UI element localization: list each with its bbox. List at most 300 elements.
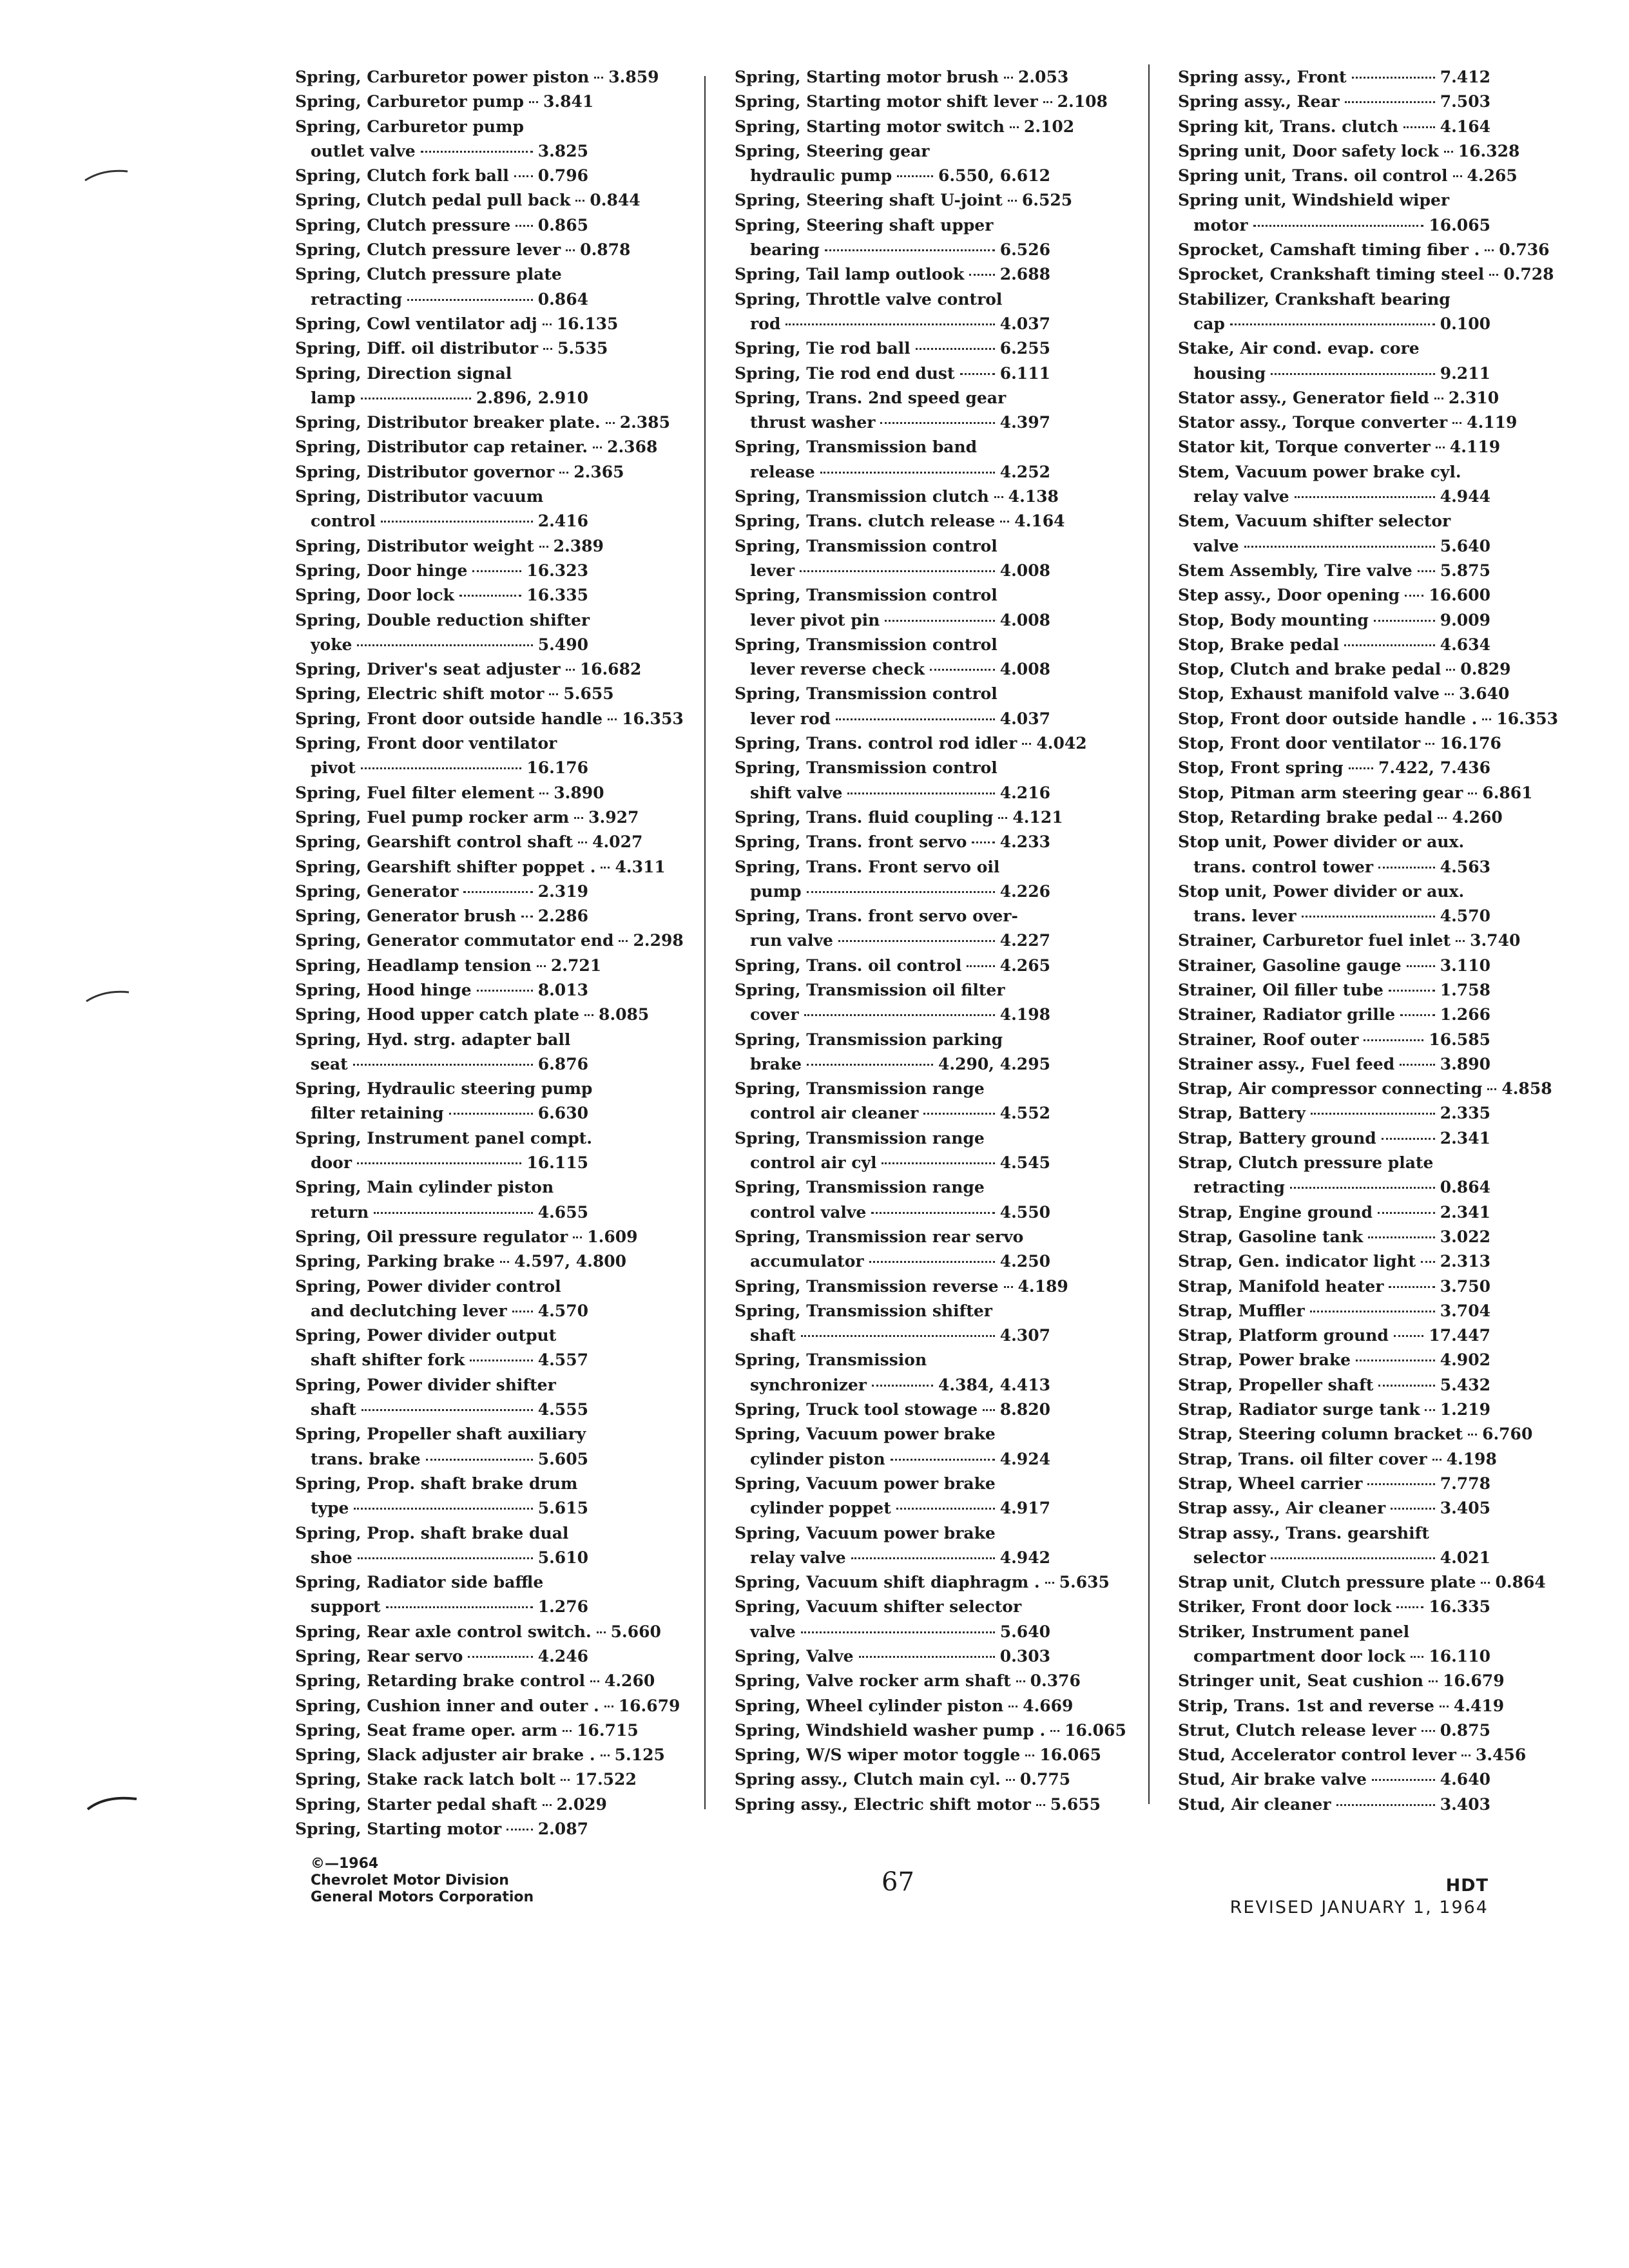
index-entry bbox=[295, 240, 631, 265]
dot-leader bbox=[1444, 151, 1453, 153]
index-entry bbox=[295, 882, 588, 907]
index-entry bbox=[295, 807, 639, 832]
dot-leader bbox=[1050, 1730, 1059, 1732]
dot-leader bbox=[825, 249, 995, 251]
entry-reference-number: 4.216 bbox=[999, 783, 1050, 802]
dot-leader bbox=[1000, 521, 1009, 523]
dot-leader bbox=[594, 77, 603, 79]
entry-line bbox=[1178, 92, 1490, 117]
index-entry bbox=[735, 537, 1050, 586]
entry-reference-number: 3.740 bbox=[1470, 931, 1521, 950]
entry-line bbox=[735, 68, 1069, 92]
entry-part-name: Stem, Vacuum shifter selector bbox=[1178, 512, 1451, 531]
entry-reference-number: 4.545 bbox=[999, 1153, 1050, 1173]
entry-line bbox=[1178, 413, 1518, 437]
dot-leader bbox=[463, 891, 532, 893]
entry-continuation-line bbox=[295, 758, 588, 783]
entry-reference-number: 4.121 bbox=[1012, 807, 1063, 827]
entry-line bbox=[735, 1129, 1050, 1153]
entry-part-name: Strap, Engine ground bbox=[1178, 1202, 1373, 1222]
entry-reference-number: 6.526 bbox=[999, 240, 1050, 260]
index-entry bbox=[735, 1745, 1102, 1770]
entry-continuation-line bbox=[735, 413, 1050, 437]
dot-leader bbox=[1456, 940, 1465, 942]
index-entry bbox=[735, 1227, 1050, 1277]
dot-leader bbox=[838, 940, 995, 942]
index-entry bbox=[295, 487, 588, 537]
index-entry bbox=[295, 783, 604, 808]
entry-line bbox=[295, 1573, 588, 1597]
entry-reference-number: 3.704 bbox=[1440, 1301, 1490, 1320]
entry-line bbox=[295, 1178, 588, 1202]
index-entry bbox=[1178, 1721, 1490, 1745]
entry-line bbox=[1178, 1326, 1490, 1350]
index-entry bbox=[1178, 561, 1490, 586]
entry-reference-number: 0.376 bbox=[1030, 1671, 1081, 1691]
dot-leader bbox=[1311, 1113, 1435, 1115]
entry-line bbox=[735, 1720, 1126, 1745]
index-entry bbox=[295, 1277, 588, 1327]
index-entry bbox=[1178, 758, 1490, 783]
entry-reference-number: 4.042 bbox=[1036, 734, 1087, 753]
entry-line bbox=[1178, 956, 1490, 981]
index-entry bbox=[295, 611, 588, 660]
entry-line bbox=[1178, 586, 1490, 610]
dot-leader bbox=[357, 644, 532, 646]
entry-reference-number: 16.682 bbox=[579, 660, 642, 679]
index-entry bbox=[1178, 413, 1518, 437]
entry-reference-number: 16.328 bbox=[1458, 141, 1520, 160]
entry-part-name: Spring, Generator commutator end bbox=[295, 931, 614, 950]
entry-continuation-line bbox=[735, 1622, 1050, 1647]
entry-part-name: retracting bbox=[311, 289, 402, 309]
entry-reference-number: 16.715 bbox=[577, 1720, 639, 1740]
entry-reference-number: 5.125 bbox=[614, 1745, 665, 1765]
index-entry bbox=[295, 561, 588, 586]
entry-part-name: Spring, Rear axle control switch. bbox=[295, 1622, 592, 1641]
entry-part-name: and declutching lever bbox=[311, 1301, 507, 1320]
dot-leader bbox=[897, 175, 933, 177]
entry-part-name: Strip, Trans. 1st and reverse bbox=[1178, 1696, 1434, 1715]
dot-leader bbox=[539, 546, 548, 548]
entry-part-name: control air cleaner bbox=[750, 1104, 919, 1123]
entry-line bbox=[1178, 709, 1559, 734]
dot-leader bbox=[584, 1014, 593, 1016]
entry-reference-number: 4.226 bbox=[999, 881, 1050, 901]
entry-part-name: cover bbox=[750, 1005, 799, 1024]
entry-part-name: Spring assy., Front bbox=[1178, 68, 1347, 86]
entry-part-name: Stop, Clutch and brake pedal bbox=[1178, 660, 1441, 679]
index-entry bbox=[1178, 1129, 1490, 1153]
entry-part-name: Strap, Gen. indicator light bbox=[1178, 1252, 1416, 1271]
index-entry bbox=[735, 1302, 1050, 1351]
entry-reference-number: 16.110 bbox=[1429, 1647, 1490, 1666]
entry-part-name: Spring, Trans. front servo over- bbox=[735, 907, 1018, 926]
dot-leader bbox=[1378, 1212, 1435, 1214]
entry-part-name: Spring, Main cylinder piston bbox=[295, 1178, 554, 1197]
entry-continuation-line bbox=[735, 709, 1050, 734]
entry-line bbox=[1178, 166, 1518, 191]
entry-reference-number: 2.416 bbox=[537, 512, 588, 531]
entry-reference-number: 16.600 bbox=[1429, 586, 1490, 605]
entry-part-name: Spring, Vacuum shifter selector bbox=[735, 1597, 1022, 1617]
dot-leader bbox=[470, 1360, 532, 1361]
index-entry bbox=[735, 389, 1050, 438]
dot-leader bbox=[1468, 793, 1477, 794]
entry-line bbox=[735, 635, 1050, 660]
dot-leader bbox=[606, 422, 615, 424]
entry-part-name: Spring, Radiator side baffle bbox=[295, 1573, 544, 1592]
index-entry bbox=[295, 956, 602, 981]
index-entry bbox=[1178, 1005, 1490, 1030]
index-column-3 bbox=[1178, 68, 1559, 1820]
index-entry bbox=[1178, 1350, 1490, 1375]
entry-part-name: trans. control tower bbox=[1193, 857, 1374, 876]
entry-line bbox=[295, 1030, 588, 1055]
index-entry bbox=[295, 265, 588, 314]
index-entry bbox=[735, 1350, 1050, 1400]
entry-part-name: lever reverse check bbox=[750, 660, 925, 679]
entry-part-name: Spring, Distributor governor bbox=[295, 462, 555, 481]
entry-line bbox=[735, 1079, 1050, 1104]
entry-reference-number: 2.368 bbox=[607, 437, 658, 457]
dot-leader bbox=[543, 1804, 552, 1806]
entry-part-name: Spring, Starting motor switch bbox=[735, 117, 1005, 136]
entry-reference-number: 2.310 bbox=[1448, 388, 1499, 407]
entry-line bbox=[295, 462, 624, 487]
entry-continuation-line bbox=[735, 611, 1050, 635]
revision-date: REVISED JANUARY 1, 1964 bbox=[1229, 1898, 1489, 1917]
entry-line bbox=[735, 807, 1063, 832]
entry-reference-number: 4.265 bbox=[1467, 166, 1518, 186]
dot-leader bbox=[1378, 1385, 1434, 1387]
index-entry bbox=[735, 1425, 1050, 1474]
entry-reference-number: 4.902 bbox=[1440, 1350, 1490, 1370]
entry-part-name: Spring assy., Rear bbox=[1178, 92, 1340, 111]
entry-part-name: Spring, Valve bbox=[735, 1647, 854, 1666]
entry-part-name: control bbox=[311, 512, 376, 531]
entry-reference-number: 2.102 bbox=[1023, 117, 1075, 136]
entry-reference-number: 2.721 bbox=[550, 956, 602, 975]
entry-part-name: Spring, Valve rocker arm shaft bbox=[735, 1671, 1011, 1691]
dot-leader bbox=[1429, 1680, 1438, 1682]
entry-reference-number: 5.640 bbox=[999, 1622, 1050, 1641]
dot-leader bbox=[604, 1706, 613, 1707]
index-entry bbox=[295, 1524, 588, 1573]
dot-leader bbox=[1489, 274, 1498, 276]
entry-reference-number: 5.875 bbox=[1440, 561, 1490, 580]
index-entry bbox=[295, 1079, 593, 1129]
entry-part-name: Strap, Wheel carrier bbox=[1178, 1474, 1363, 1493]
entry-line bbox=[735, 1671, 1081, 1696]
entry-part-name: Spring unit, Windshield wiper bbox=[1178, 191, 1450, 210]
entry-part-name: Spring, Starting motor bbox=[295, 1820, 502, 1839]
entry-part-name: Spring unit, Trans. oil control bbox=[1178, 166, 1448, 186]
entry-line bbox=[735, 1425, 1050, 1449]
entry-reference-number: 4.265 bbox=[999, 956, 1050, 975]
entry-reference-number: 2.365 bbox=[574, 462, 624, 481]
dot-leader bbox=[386, 1606, 533, 1608]
entry-continuation-line bbox=[735, 1055, 1050, 1079]
entry-part-name: Spring, Direction signal bbox=[295, 363, 512, 383]
dot-leader bbox=[426, 1459, 533, 1461]
dot-leader bbox=[459, 595, 521, 597]
entry-part-name: cap bbox=[1193, 314, 1225, 333]
entry-line bbox=[735, 265, 1050, 289]
entry-line bbox=[735, 1770, 1071, 1794]
dot-leader bbox=[421, 151, 533, 153]
entry-line bbox=[295, 1622, 661, 1647]
entry-line bbox=[295, 931, 684, 956]
entry-line bbox=[1178, 981, 1490, 1005]
dot-leader bbox=[882, 1162, 994, 1164]
index-entry bbox=[735, 684, 1050, 734]
index-entry bbox=[735, 832, 1050, 857]
entry-part-name: Spring, Prop. shaft brake dual bbox=[295, 1523, 569, 1542]
index-entry bbox=[295, 1622, 661, 1647]
entry-line bbox=[735, 1696, 1074, 1721]
entry-reference-number: 16.065 bbox=[1065, 1720, 1126, 1740]
entry-continuation-line bbox=[1178, 907, 1490, 931]
entry-line bbox=[735, 1276, 1068, 1302]
entry-continuation-line bbox=[295, 1350, 588, 1375]
index-entry bbox=[295, 1820, 588, 1844]
index-entry bbox=[735, 1671, 1081, 1696]
entry-line bbox=[295, 783, 604, 808]
entry-part-name: Stem, Vacuum power brake cyl. bbox=[1178, 462, 1461, 481]
index-entry bbox=[1178, 339, 1490, 389]
entry-line bbox=[1178, 1153, 1490, 1178]
entry-reference-number: 16.135 bbox=[556, 314, 619, 333]
dot-leader bbox=[500, 1261, 509, 1263]
index-entry bbox=[295, 536, 604, 561]
entry-part-name: Spring, Clutch pressure bbox=[295, 215, 511, 235]
index-entry bbox=[1178, 1376, 1490, 1400]
index-entry bbox=[1178, 166, 1518, 191]
entry-line bbox=[295, 240, 631, 265]
dot-leader bbox=[1036, 1804, 1045, 1806]
dot-leader bbox=[601, 867, 610, 869]
entry-continuation-line bbox=[735, 463, 1050, 487]
entry-reference-number: 5.660 bbox=[610, 1622, 661, 1641]
dot-leader bbox=[477, 990, 533, 992]
entry-line bbox=[295, 1745, 665, 1770]
entry-line bbox=[1178, 265, 1554, 289]
entry-part-name: Spring, Electric shift motor bbox=[295, 684, 545, 704]
entry-reference-number: 4.917 bbox=[999, 1499, 1050, 1518]
index-entry bbox=[735, 142, 1050, 191]
entry-reference-number: 4.634 bbox=[1440, 635, 1490, 654]
entry-part-name: Spring, Vacuum power brake bbox=[735, 1425, 996, 1444]
entry-line bbox=[1178, 807, 1503, 832]
dot-leader bbox=[859, 1656, 995, 1658]
index-entry bbox=[735, 956, 1050, 981]
entry-reference-number: 6.550, 6.612 bbox=[938, 166, 1050, 186]
entry-line bbox=[1178, 388, 1499, 413]
entry-line bbox=[1178, 1400, 1490, 1425]
entry-line bbox=[295, 734, 588, 758]
entry-part-name: Strap, Battery ground bbox=[1178, 1128, 1376, 1148]
entry-line bbox=[295, 1820, 588, 1844]
entry-reference-number: 16.353 bbox=[622, 709, 684, 728]
entry-part-name: Strap, Manifold heater bbox=[1178, 1276, 1384, 1296]
entry-line bbox=[295, 1671, 655, 1696]
entry-part-name: relay valve bbox=[1193, 487, 1289, 506]
dot-leader bbox=[916, 348, 995, 350]
index-entry bbox=[1178, 1302, 1490, 1326]
index-entry bbox=[1178, 1079, 1552, 1104]
entry-reference-number: 2.286 bbox=[537, 907, 588, 926]
punch-hole-mark bbox=[86, 1795, 138, 1811]
index-entry bbox=[735, 290, 1050, 340]
dot-leader bbox=[1004, 1286, 1013, 1288]
entry-part-name: control valve bbox=[750, 1202, 867, 1222]
dot-leader bbox=[1468, 1434, 1477, 1436]
entry-part-name: Spring, Steering shaft U-joint bbox=[735, 191, 1003, 210]
index-entry bbox=[295, 660, 642, 684]
entry-part-name: Striker, Front door lock bbox=[1178, 1597, 1392, 1617]
column-divider bbox=[704, 76, 706, 1809]
index-entry bbox=[1178, 1499, 1490, 1523]
entry-line bbox=[1178, 1129, 1490, 1153]
entry-part-name: Spring, Diff. oil distributor bbox=[295, 339, 539, 358]
dot-leader bbox=[590, 1680, 599, 1682]
entry-line bbox=[1178, 437, 1501, 462]
entry-continuation-line bbox=[295, 1400, 588, 1425]
entry-part-name: Spring, Cowl ventilator adj bbox=[295, 314, 537, 333]
entry-line bbox=[295, 709, 684, 734]
dot-leader bbox=[353, 1064, 533, 1066]
entry-continuation-line bbox=[735, 1499, 1050, 1523]
index-entry bbox=[295, 1252, 627, 1276]
dot-leader bbox=[601, 1754, 610, 1756]
entry-reference-number: 1.609 bbox=[587, 1227, 638, 1246]
entry-continuation-line bbox=[735, 783, 1050, 808]
dot-leader bbox=[1253, 225, 1424, 227]
entry-line bbox=[1178, 684, 1510, 709]
index-entry bbox=[1178, 92, 1490, 117]
dot-leader bbox=[1016, 1680, 1025, 1682]
entry-line bbox=[735, 956, 1050, 981]
entry-reference-number: 0.875 bbox=[1440, 1720, 1490, 1740]
dot-leader bbox=[786, 323, 994, 325]
dot-leader bbox=[851, 1557, 995, 1559]
entry-reference-number: 2.087 bbox=[537, 1820, 588, 1839]
entry-part-name: hydraulic pump bbox=[750, 166, 892, 186]
entry-reference-number: 0.878 bbox=[580, 240, 631, 260]
entry-reference-number: 4.189 bbox=[1017, 1276, 1068, 1296]
entry-part-name: Strap, Muffler bbox=[1178, 1301, 1305, 1320]
entry-reference-number: 4.027 bbox=[592, 832, 643, 852]
dot-leader bbox=[521, 916, 533, 918]
entry-part-name: Stop, Retarding brake pedal bbox=[1178, 807, 1433, 827]
dot-leader bbox=[358, 1557, 533, 1559]
index-entry bbox=[1178, 1745, 1527, 1770]
index-entry bbox=[1178, 635, 1490, 660]
entry-continuation-line bbox=[295, 389, 588, 413]
entry-reference-number: 3.640 bbox=[1459, 684, 1510, 704]
entry-continuation-line bbox=[735, 240, 1050, 265]
dot-leader bbox=[574, 817, 583, 819]
entry-part-name: Spring, Oil pressure regulator bbox=[295, 1227, 568, 1246]
entry-part-name: Spring, Trans. front servo bbox=[735, 832, 967, 852]
entry-reference-number: 4.008 bbox=[999, 561, 1050, 580]
entry-reference-number: 0.864 bbox=[1440, 1178, 1490, 1197]
entry-reference-number: 4.008 bbox=[999, 660, 1050, 679]
index-entry bbox=[1178, 141, 1520, 166]
entry-line bbox=[295, 1227, 638, 1252]
entry-line bbox=[295, 92, 594, 117]
entry-reference-number: 5.490 bbox=[537, 635, 588, 654]
entry-reference-number: 5.432 bbox=[1440, 1375, 1490, 1394]
entry-part-name: Spring, Starting motor shift lever bbox=[735, 92, 1038, 111]
entry-part-name: Strainer, Gasoline gauge bbox=[1178, 956, 1402, 975]
entry-reference-number: 4.858 bbox=[1501, 1079, 1552, 1099]
entry-part-name: Spring, Trans. clutch release bbox=[735, 512, 996, 531]
entry-line bbox=[1178, 191, 1490, 215]
entry-part-name: shift valve bbox=[750, 783, 843, 802]
entry-part-name: Spring, Instrument panel compt. bbox=[295, 1128, 592, 1148]
index-entry bbox=[295, 1696, 680, 1721]
index-entry bbox=[735, 1720, 1126, 1745]
entry-line bbox=[295, 68, 659, 92]
entry-reference-number: 2.688 bbox=[999, 265, 1050, 284]
entry-part-name: Spring, Cushion inner and outer . bbox=[295, 1696, 599, 1715]
index-entry bbox=[295, 437, 658, 462]
entry-part-name: Spring unit, Door safety lock bbox=[1178, 141, 1439, 160]
entry-continuation-line bbox=[1178, 487, 1490, 512]
entry-reference-number: 4.021 bbox=[1440, 1548, 1490, 1567]
entry-reference-number: 4.164 bbox=[1014, 512, 1065, 531]
index-entry bbox=[1178, 1622, 1490, 1672]
entry-part-name: Spring, Propeller shaft auxiliary bbox=[295, 1425, 586, 1444]
dot-leader bbox=[506, 1829, 533, 1831]
entry-reference-number: 2.108 bbox=[1057, 92, 1108, 111]
dot-leader bbox=[1290, 1187, 1435, 1189]
dot-leader bbox=[516, 225, 532, 227]
entry-reference-number: 4.252 bbox=[999, 462, 1050, 481]
entry-continuation-line bbox=[735, 882, 1050, 907]
index-entry bbox=[1178, 709, 1559, 734]
entry-part-name: Sprocket, Crankshaft timing steel bbox=[1178, 265, 1485, 284]
index-entry bbox=[295, 216, 588, 240]
entry-line bbox=[1178, 1696, 1505, 1721]
entry-reference-number: 0.829 bbox=[1460, 660, 1511, 679]
entry-continuation-line bbox=[295, 1597, 588, 1622]
entry-reference-number: 0.303 bbox=[999, 1647, 1050, 1666]
entry-part-name: Spring, Headlamp tension bbox=[295, 956, 532, 975]
entry-part-name: Spring, Transmission reverse bbox=[735, 1276, 999, 1296]
entry-reference-number: 2.319 bbox=[537, 881, 588, 901]
dot-leader bbox=[960, 373, 995, 375]
index-entry bbox=[1178, 586, 1490, 610]
entry-part-name: shaft bbox=[311, 1400, 356, 1419]
entry-line bbox=[295, 1720, 639, 1745]
entry-line bbox=[295, 1376, 588, 1400]
entry-line bbox=[1178, 611, 1490, 635]
entry-reference-number: 4.138 bbox=[1008, 487, 1059, 506]
dot-leader bbox=[1295, 496, 1435, 498]
index-entry bbox=[1178, 1227, 1490, 1252]
entry-part-name: Spring, Front door outside handle bbox=[295, 709, 603, 728]
index-entry bbox=[735, 364, 1050, 389]
entry-reference-number: 2.341 bbox=[1440, 1128, 1490, 1148]
entry-continuation-line bbox=[295, 1302, 588, 1326]
entry-part-name: compartment door lock bbox=[1193, 1647, 1405, 1666]
entry-part-name: Strap, Platform ground bbox=[1178, 1326, 1389, 1345]
dot-leader bbox=[836, 718, 995, 720]
dot-leader bbox=[1345, 101, 1435, 103]
